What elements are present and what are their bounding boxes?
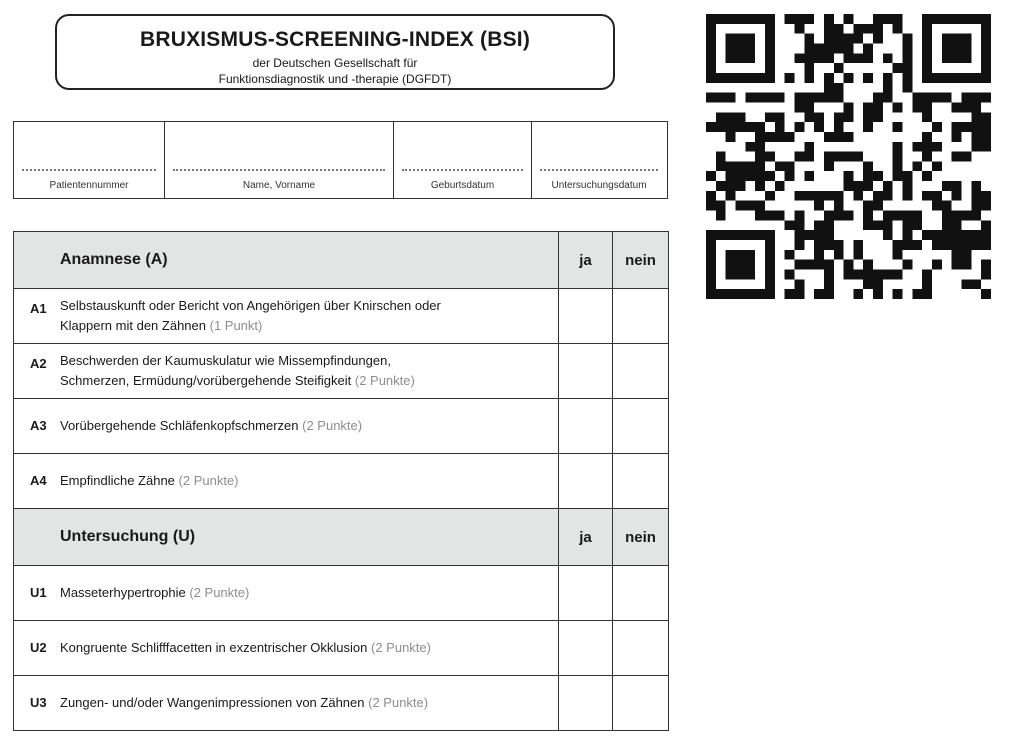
form-subtitle (57, 55, 613, 87)
item-code: U2 (30, 640, 47, 655)
no-checkbox[interactable] (613, 676, 669, 731)
no-header: nein (613, 509, 669, 566)
section-title: Anamnese (A) (14, 232, 559, 289)
item-text: U3 Zungen- und/oder Wangenimpressionen von Zähnen (2 Punkte) (14, 676, 559, 731)
no-checkbox[interactable] (613, 566, 669, 621)
patient-number-label: Patientennummer (49, 180, 129, 191)
item-code: A4 (30, 473, 47, 488)
yes-checkbox[interactable] (559, 676, 613, 731)
item-code: U1 (30, 585, 47, 600)
item-text: A4 Empfindliche Zähne (2 Punkte) (14, 454, 559, 509)
subtitle-line-2: Funktionsdiagnostik und -therapie (DGFDT) (218, 72, 452, 86)
yes-checkbox[interactable] (559, 621, 613, 676)
no-header: nein (613, 232, 669, 289)
birthdate-label: Geburtsdatum (430, 180, 495, 191)
subtitle-line-1: der Deutschen Gesellschaft für (252, 56, 418, 70)
item-code: A3 (30, 418, 47, 433)
table-row (14, 621, 669, 676)
title-box (55, 14, 615, 90)
item-code: A2 (30, 356, 47, 371)
no-checkbox[interactable] (613, 454, 669, 509)
form-title: BRUXISMUS-SCREENING-INDEX (BSI) (139, 28, 531, 51)
no-checkbox[interactable] (613, 621, 669, 676)
patient-number-field[interactable] (14, 122, 165, 198)
no-checkbox[interactable] (613, 289, 669, 344)
name-field[interactable] (165, 122, 394, 198)
table-row (14, 566, 669, 621)
qr-code-icon (706, 14, 991, 299)
yes-header: ja (559, 509, 613, 566)
item-text: A2 Beschwerden der Kaumuskulatur wie Missempfindungen, Schmerzen, Ermüdung/vorübergehende Steifigkeit (2 Punkte) (14, 344, 559, 399)
yes-checkbox[interactable] (559, 399, 613, 454)
yes-checkbox[interactable] (559, 454, 613, 509)
item-text: U1 Masseterhypertrophie (2 Punkte) (14, 566, 559, 621)
exam-date-label: Untersuchungsdatum (551, 180, 647, 191)
item-code: U3 (30, 695, 47, 710)
yes-header: ja (559, 232, 613, 289)
table-row (14, 676, 669, 731)
no-checkbox[interactable] (613, 399, 669, 454)
item-text: A1 Selbstauskunft oder Bericht von Angehörigen über Knirschen oder Klappern mit den Zähnen (1 Punkt) (14, 289, 559, 344)
section-header-anamnese (14, 232, 669, 289)
section-header-untersuchung (14, 509, 669, 566)
item-text: A3 Vorübergehende Schläfenkopfschmerzen (2 Punkte) (14, 399, 559, 454)
birthdate-field[interactable] (394, 122, 532, 198)
yes-checkbox[interactable] (559, 289, 613, 344)
name-label: Name, Vorname (242, 180, 316, 191)
table-row (14, 399, 669, 454)
table-row (14, 454, 669, 509)
table-row (14, 289, 669, 344)
item-text: U2 Kongruente Schlifffacetten in exzentrischer Okklusion (2 Punkte) (14, 621, 559, 676)
yes-checkbox[interactable] (559, 566, 613, 621)
screening-table (13, 231, 669, 731)
exam-date-field[interactable] (532, 122, 666, 198)
yes-checkbox[interactable] (559, 344, 613, 399)
no-checkbox[interactable] (613, 344, 669, 399)
item-code: A1 (30, 301, 47, 316)
patient-info-row (13, 121, 668, 199)
section-title: Untersuchung (U) (14, 509, 559, 566)
table-row (14, 344, 669, 399)
